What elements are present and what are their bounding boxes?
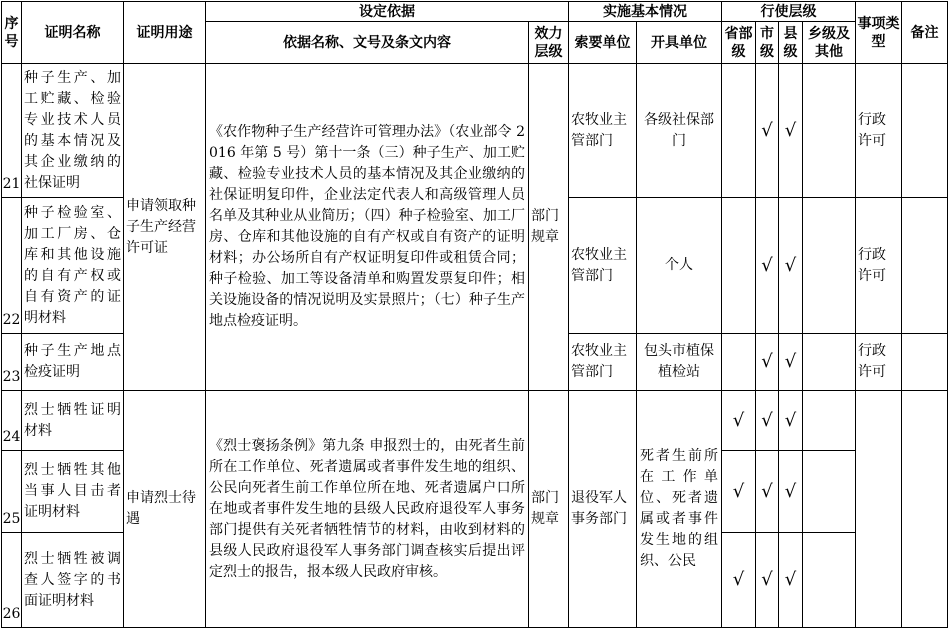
header-township: 乡级及其他 [803, 22, 856, 64]
row-cert-name: 烈士牺牲其他当事人目击者证明材料 [22, 451, 124, 533]
row-township-check [803, 334, 856, 391]
group-basis: 《烈士褒扬条例》第九条 申报烈士的，由死者生前所在工作单位、死者遗属或者事件发生地的组织、公民向死者生前工作单位所在地、死者遗属户口所在地或者事件发生地的县级人民政府退役军人事务部门提供有关死者牺牲情节的材料，由收到材料的县级人民政府退役军人事务部门调查核实后提出评定烈士的报告，报本级人民政府审核。 [206, 391, 529, 628]
group-matter-type [856, 391, 902, 628]
row-seq: 23 [2, 334, 22, 391]
header-provincial: 省部级 [722, 22, 756, 64]
group-legal-level: 部门规章 [529, 391, 569, 628]
header-seq: 序号 [2, 2, 22, 64]
row-township-check [803, 533, 856, 628]
header-row-1 [2, 2, 948, 22]
row-city-check: √ [756, 334, 779, 391]
row-matter-type: 行政许可 [856, 64, 902, 198]
row-provincial-check: √ [722, 391, 756, 451]
row-cert-name: 烈士牺牲被调查人签字的书面证明材料 [22, 533, 124, 628]
group-issuing-unit: 死者生前所在工作单位、死者遗属或者事件发生地的组织、公民 [637, 391, 722, 628]
row-provincial-check: √ [722, 451, 756, 533]
certificate-table [1, 1, 948, 628]
row-cert-name: 烈士牺牲证明材料 [22, 391, 124, 451]
header-legal-level: 效力层级 [529, 22, 569, 64]
row-remarks [902, 64, 948, 198]
header-county: 县级 [779, 22, 803, 64]
row-issuing-unit: 各级社保部门 [637, 64, 722, 198]
header-basis-group: 设定依据 [206, 2, 569, 22]
row-township-check [803, 391, 856, 451]
row-township-check [803, 451, 856, 533]
group-purpose: 申请烈士待遇 [124, 391, 206, 628]
row-city-check: √ [756, 451, 779, 533]
row-county-check: √ [779, 533, 803, 628]
row-remarks [902, 198, 948, 334]
header-impl-group: 实施基本情况 [569, 2, 722, 22]
row-county-check: √ [779, 334, 803, 391]
header-purpose: 证明用途 [124, 2, 206, 64]
row-seq: 22 [2, 198, 22, 334]
row-cert-name: 种子生产、加工贮藏、检验专业技术人员的基本情况及其企业缴纳的社保证明 [22, 64, 124, 198]
table-row [2, 64, 948, 198]
row-requesting-unit: 农牧业主管部门 [569, 198, 637, 334]
row-city-check: √ [756, 64, 779, 198]
row-matter-type: 行政许可 [856, 198, 902, 334]
row-provincial-check [722, 198, 756, 334]
header-name: 证明名称 [22, 2, 124, 64]
row-city-check: √ [756, 391, 779, 451]
group-requesting-unit: 退役军人事务部门 [569, 391, 637, 628]
row-issuing-unit: 包头市植保植检站 [637, 334, 722, 391]
row-city-check: √ [756, 533, 779, 628]
group-legal-level: 部门规章 [529, 64, 569, 391]
row-seq: 26 [2, 533, 22, 628]
header-matter-type: 事项类型 [856, 2, 902, 64]
row-remarks [902, 334, 948, 391]
group-remarks [902, 391, 948, 628]
row-matter-type: 行政许可 [856, 334, 902, 391]
row-county-check: √ [779, 451, 803, 533]
header-city: 市级 [756, 22, 779, 64]
row-seq: 21 [2, 64, 22, 198]
row-cert-name: 种子生产地点检疫证明 [22, 334, 124, 391]
header-basis-detail: 依据名称、文号及条文内容 [206, 22, 529, 64]
row-provincial-check: √ [722, 533, 756, 628]
group-purpose: 申请领取种子生产经营许可证 [124, 64, 206, 391]
header-exercise-group: 行使层级 [722, 2, 856, 22]
header-requesting-unit: 索要单位 [569, 22, 637, 64]
row-seq: 24 [2, 391, 22, 451]
row-county-check: √ [779, 64, 803, 198]
row-requesting-unit: 农牧业主管部门 [569, 334, 637, 391]
row-township-check [803, 64, 856, 198]
row-cert-name: 种子检验室、加工厂房、仓库和其他设施的自有产权或自有资产的证明材料 [22, 198, 124, 334]
row-township-check [803, 198, 856, 334]
row-county-check: √ [779, 198, 803, 334]
header-issuing-unit: 开具单位 [637, 22, 722, 64]
row-county-check: √ [779, 391, 803, 451]
table-row [2, 391, 948, 451]
row-provincial-check [722, 64, 756, 198]
row-requesting-unit: 农牧业主管部门 [569, 64, 637, 198]
row-seq: 25 [2, 451, 22, 533]
row-provincial-check [722, 334, 756, 391]
header-remarks: 备注 [902, 2, 948, 64]
row-issuing-unit: 个人 [637, 198, 722, 334]
row-city-check: √ [756, 198, 779, 334]
group-basis: 《农作物种子生产经营许可管理办法》（农业部令 2016 年第 5 号）第十一条（三）种子生产、加工贮藏、检验专业技术人员的基本情况及其企业缴纳的社保证明复印件，企业法定代表人和高级管理人员名单及其种业从业简历；（四）种子检验室、加工厂房、仓库和其他设施的自有产权或自有资产的证明材料；办公场所自有产权证明复印件或租赁合同；种子检验、加工等设备清单和购置发票复印件；相关设施设备的情况说明及实景照片；（七）种子生产地点检疫证明。 [206, 64, 529, 391]
